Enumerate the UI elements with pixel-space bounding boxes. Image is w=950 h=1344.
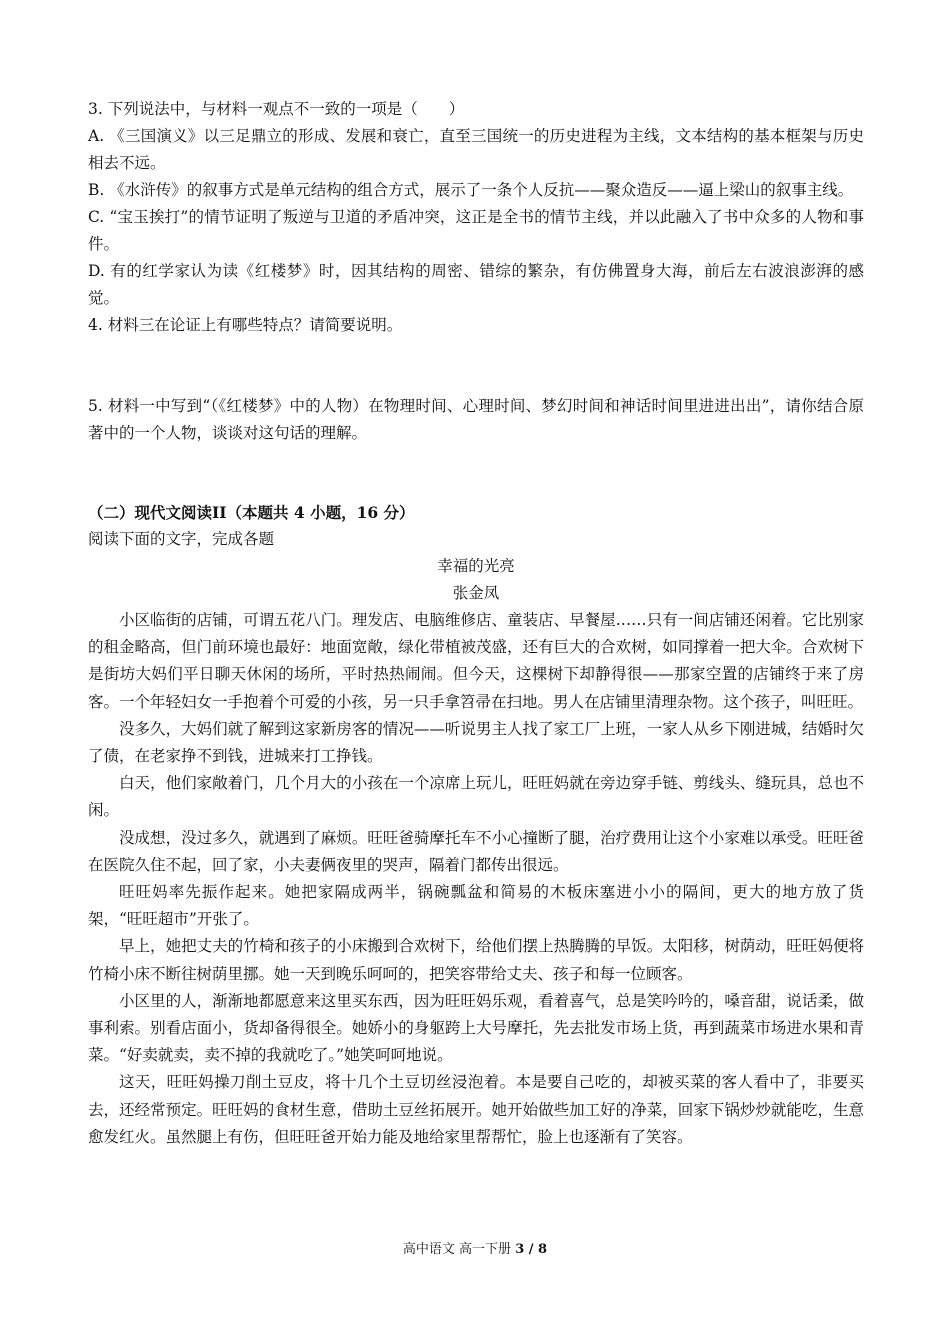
question-3-option-c: C. “宝玉挨打”的情节证明了叛逆与卫道的矛盾冲突，这正是全书的情节主线，并以此融入了书中众多的人物和事件。 xyxy=(88,208,864,253)
article-title: 幸福的光亮 xyxy=(437,557,515,575)
article-paragraph-5: 旺旺妈率先振作起来。她把家隔成两半，锅碗瓢盆和简易的木板床塞进小小的隔间，更大的地方放了货架，“旺旺超市”开张了。 xyxy=(88,883,864,929)
answer-space-q4 xyxy=(88,339,864,393)
section-heading: （二）现代文阅读II（本题共 4 小题，16 分） xyxy=(88,503,415,522)
article-author: 张金凤 xyxy=(452,584,500,602)
footer-page-separator: / xyxy=(524,1242,539,1257)
article-paragraph-7: 小区里的人，渐渐地都愿意来这里买东西，因为旺旺妈乐观，看着喜气，总是笑吟吟的，嗓音甜，说话柔，做事利索。别看店面小，货却备得很全。她娇小的身躯跨上大号摩托，先去批发市场上货，再到蔬菜市场进水果和青菜。“好卖就卖，卖不掉的我就吃了。”她笑呵呵地说。 xyxy=(88,991,864,1065)
article-paragraph-6: 早上，她把丈夫的竹椅和孩子的小床搬到合欢树下，给他们摆上热腾腾的早饭。太阳移，树荫动，旺旺妈便将竹椅小床不断往树荫里挪。她一天到晚乐呵呵的，把笑容带给丈夫、孩子和每一位顾客。 xyxy=(88,937,864,983)
article-paragraph-3: 白天，他们家敞着门，几个月大的小孩在一个凉席上玩儿，旺旺妈就在旁边穿手链、剪线头、缝玩具，总也不闲。 xyxy=(88,774,864,820)
footer-subject: 高中语文 高一下册 xyxy=(402,1242,512,1257)
article-paragraph-4: 没成想，没过多久，就遇到了麻烦。旺旺爸骑摩托车不小心撞断了腿，治疗费用让这个小家难以承受。旺旺爸在医院久住不起，回了家，小夫妻俩夜里的哭声，隔着门都传出很远。 xyxy=(88,828,864,874)
page-footer xyxy=(0,1238,950,1257)
question-3-option-b: B. 《水浒传》的叙事方式是单元结构的组合方式，展示了一条个人反抗——聚众造反——逼上梁山的叙事主线。 xyxy=(88,181,854,199)
question-5: 5. 材料一中写到“（《红楼梦》中的人物）在物理时间、心理时间、梦幻时间和神话时间里进进出出”，请你结合原著中的一个人物，谈谈对这句话的理解。 xyxy=(88,397,864,442)
article-paragraph-2: 没多久，大妈们就了解到这家新房客的情况——听说男主人找了家工厂上班，一家人从乡下刚进城，结婚时欠了债，在老家挣不到钱，进城来打工挣钱。 xyxy=(88,719,864,766)
question-3-option-d: D. 有的红学家认为读《红楼梦》时，因其结构的周密、错综的繁杂，有仿佛置身大海，前后左右波浪澎湃的感觉。 xyxy=(88,262,864,307)
article-paragraph-8: 这天，旺旺妈操刀削土豆皮，将十几个土豆切丝浸泡着。本是要自己吃的，却被买菜的客人看中了，非要买去，还经常预定。旺旺妈的食材生意，借助土豆丝拓展开。她开始做些加工好的净菜，回家下锅炒炒就能吃，生意愈发红火。虽然腿上有伤，但旺旺爸开始力能及地给家里帮帮忙，脸上也逐渐有了笑容。 xyxy=(88,1073,864,1146)
section-instruction: 阅读下面的文字，完成各题 xyxy=(88,530,275,548)
answer-space-q5 xyxy=(88,447,864,499)
question-3-option-a: A. 《三国演义》以三足鼎立的形成、发展和衰亡，直至三国统一的历史进程为主线，文本结构的基本框架与历史相去不远。 xyxy=(88,127,864,172)
footer-page-current: 3 xyxy=(515,1242,525,1257)
question-3-stem: 3. 下列说法中，与材料一观点不一致的一项是（ ） xyxy=(88,100,465,118)
article-paragraph-1: 小区临街的店铺，可谓五花八门。理发店、电脑维修店、童装店、早餐屋……只有一间店铺还闲着。它比别家的租金略高，但门前环境也最好：地面宽敞，绿化带植被茂盛，还有巨大的合欢树，如同撑着一把大伞。合欢树下是街坊大妈们平日聊天休闲的场所，平时热热闹闹。但今天，这棵树下却静得很——那家空置的店铺终于来了房客。一个年轻妇女一手抱着个可爱的小孩，另一只手拿笤帚在扫地。男人在店铺里清理杂物。这个孩子，叫旺旺。 xyxy=(88,611,864,711)
question-4: 4. 材料三在论证上有哪些特点？请简要说明。 xyxy=(88,316,403,334)
footer-page-total: 8 xyxy=(538,1242,548,1257)
page-content xyxy=(88,96,864,1151)
